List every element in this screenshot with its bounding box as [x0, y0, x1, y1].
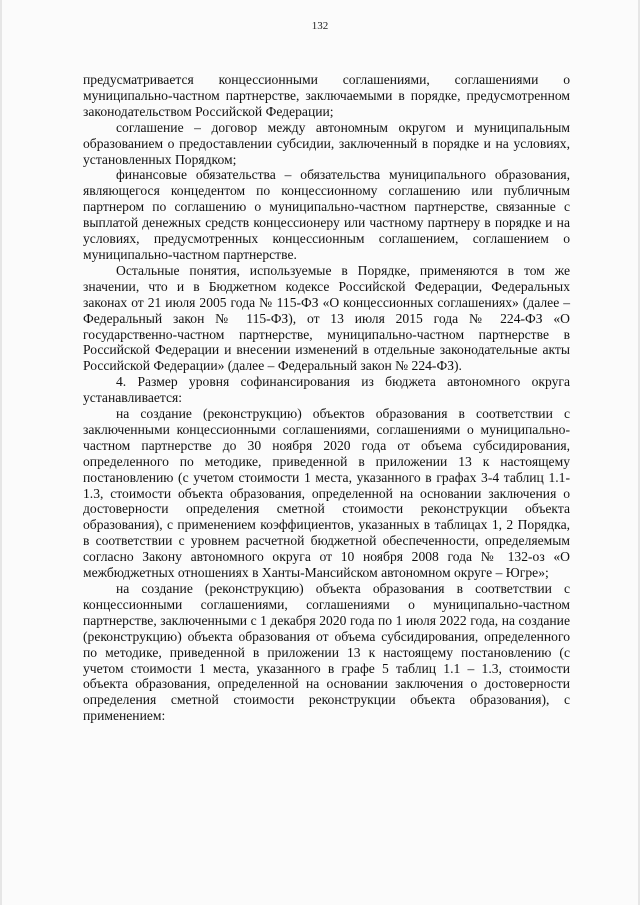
document-body [83, 72, 570, 724]
page-number: 132 [311, 20, 329, 32]
paragraph-section-4: 4. Размер уровня софинансирования из бюджета автономного округа устанавливается: [83, 374, 570, 406]
paragraph-other-terms: Остальные понятия, используемые в Порядке, применяются в том же значении, что и в Бюджетном кодексе Российской Федерации, Федеральных законах от 21 июля 2005 года № 115-ФЗ «О концессионных соглашениях» (далее – Федеральный закон № 115-ФЗ), от 13 июля 2015 года № 224-ФЗ «О государственно-частном партнерстве, муниципально-частном партнерстве в Российской Федерации и внесении изменений в отдельные законодательные акты Российской Федерации» (далее – Федеральный закон № 224-ФЗ). [83, 262, 570, 374]
paragraph-2020-2022: на создание (реконструкцию) объекта образования в соответствии с концессионными соглашениями, соглашениями о муниципально-частном партнерстве, заключенными с 1 декабря 2020 года по 1 июля 2022 года, на создание (реконструкцию) объекта образования от объема субсидирования, определенного по методике, приведенной в приложении 13 к настоящему постановлению (с учетом стоимости 1 места, указанного в графе 5 таблиц 1.1 – 1.3, стоимости объекта образования, определенной на основании заключения о достоверности определения сметной стоимости реконструкции объекта образования), с применением: [83, 581, 570, 724]
paragraph-definition-agreement: соглашение – договор между автономным округом и муниципальным образованием о предоставлении субсидии, заключенный в порядке и на условиях, установленных Порядком; [83, 119, 570, 167]
page-edge-left [0, 0, 2, 905]
paragraph-continuation: предусматривается концессионными соглашениями, соглашениями о муниципально-частном партнерстве, заключаемыми в порядке, предусмотренном законодательством Российской Федерации; [83, 72, 570, 119]
paragraph-definition-obligations: финансовые обязательства – обязательства муниципального образования, являющегося концедентом по концессионному соглашению или публичным партнером по соглашению о муниципально-частном партнерстве, связанные с выплатой денежных средств концессионеру или частному партнеру в порядке и на условиях, предусмотренных концессионным соглашением, соглашением о муниципально-частном партнерстве. [83, 167, 570, 262]
paragraph-before-2020: на создание (реконструкцию) объектов образования в соответствии с заключенными концессионными соглашениями, соглашениями о муниципально-частном партнерстве до 30 ноября 2020 года от объема субсидирования, определенного по методике, приведенной в приложении 13 к настоящему постановлению (с учетом стоимости 1 места, указанного в графах 3-4 таблиц 1.1-1.3, стоимости объекта образования, определенной на основании заключения о достоверности определения сметной стоимости реконструкции объекта образования), с применением коэффициентов, указанных в таблицах 1, 2 Порядка, в соответствии с уровнем расчетной бюджетной обеспеченности, определяемым согласно Закону автономного округа от 10 ноября 2008 года № 132-оз «О межбюджетных отношениях в Ханты-Мансийском автономном округе – Югре»; [83, 406, 570, 581]
